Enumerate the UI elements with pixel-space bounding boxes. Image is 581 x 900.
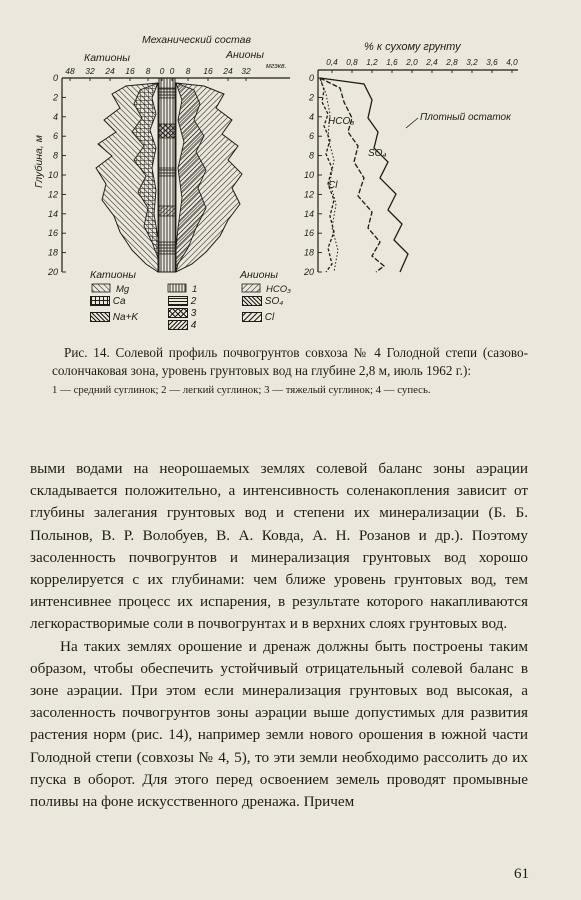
legend-label-hco3: HCO₃ — [266, 284, 291, 295]
left-depth-tick-label: 6 — [52, 131, 58, 142]
left-depth-ticks — [47, 73, 66, 277]
left-axis-tick-label: 16 — [125, 66, 135, 76]
left-axis-tick-label: 24 — [223, 66, 233, 76]
legend-swatch-hco3 — [242, 284, 260, 292]
legend-label-nak: Na+K — [112, 312, 139, 323]
label-residue-line: Плотный остаток — [420, 112, 511, 123]
legend-label-so4: SO₄ — [264, 296, 284, 307]
mechanical-layer — [159, 88, 175, 98]
left-depth-tick-label: 12 — [47, 189, 58, 200]
right-chart-title: % к сухому грунту — [364, 41, 461, 53]
mechanical-composition-title — [142, 34, 251, 46]
axis-unit-label: мгэкв. — [266, 63, 287, 70]
legend-swatch-soil-4 — [168, 320, 188, 330]
legend-row-soil-4 — [168, 320, 196, 331]
legend-row-cl — [242, 312, 274, 323]
right-depth-tick-label: 8 — [308, 150, 314, 161]
mechanical-layer — [159, 168, 175, 176]
left-depth-tick-label: 14 — [47, 208, 58, 219]
left-axis-tick-label: 8 — [145, 66, 151, 76]
curve-so4 — [320, 78, 387, 272]
left-depth-tick-label: 10 — [47, 170, 58, 180]
right-axis-tick-label: 3,6 — [486, 58, 498, 67]
left-axis-tick-label: 0 — [159, 66, 165, 76]
figure-caption — [52, 344, 528, 397]
caption-main: Рис. 14. Солевой профиль почвогрунтов совхоза № 4 Голодной степи (сазово-солончаковая зона, уровень грунтовых вод на глубине 2,8 м, июль 1962 г.): — [52, 345, 528, 378]
right-axis-tick-label: 2,8 — [446, 58, 458, 67]
body-text — [30, 458, 528, 813]
left-axis-tick-label: 8 — [185, 66, 191, 76]
right-depth-tick-label: 4 — [308, 111, 314, 122]
residue-pointer — [406, 118, 418, 128]
anions-title: Анионы — [226, 49, 264, 61]
mechanical-layer — [159, 242, 175, 254]
right-axis-tick-label: 0,8 — [346, 58, 358, 67]
left-axis-tick-label: 48 — [65, 66, 75, 76]
legend-label-soil-2: 2 — [190, 296, 197, 307]
right-axis-tick-label: 1,6 — [386, 58, 398, 67]
salt-profile-diagram — [28, 28, 528, 296]
right-axis-tick-label: 3,2 — [466, 58, 478, 67]
legend-anions-title: Анионы — [240, 269, 278, 281]
legend-label-soil-1: 1 — [192, 284, 198, 295]
right-axis-tick-label: 1,2 — [366, 58, 378, 67]
right-axis-tick-label: 0,4 — [326, 58, 338, 67]
mechanical-layer — [159, 124, 175, 138]
mechanical-title-text: Механический состав — [142, 34, 251, 46]
legend-row-so4 — [242, 296, 283, 307]
legend-swatch-ca — [90, 296, 110, 306]
legend-row-soil-2 — [168, 296, 196, 307]
label-residue — [420, 112, 512, 123]
legend-swatch-soil-3 — [168, 308, 188, 318]
legend-row-ca — [90, 296, 126, 307]
left-depth-tick-label: 16 — [47, 228, 58, 239]
right-depth-tick-label: 16 — [303, 228, 314, 239]
left-depth-tick-label: 2 — [52, 92, 58, 103]
left-depth-tick-label: 4 — [52, 111, 58, 122]
left-depth-tick-label: 8 — [52, 150, 58, 161]
depth-axis-label: Глубина, м — [33, 135, 45, 188]
mechanical-layer — [159, 206, 175, 216]
legend-cations-title: Катионы — [90, 269, 136, 281]
cations-title: Катионы — [84, 52, 130, 64]
curve-residue — [320, 78, 408, 272]
label-so4: SO₄ — [368, 148, 387, 159]
left-axis-tick-label: 32 — [241, 66, 251, 76]
legend-label-cl: Cl — [264, 312, 275, 323]
legend-label-mg: Mg — [116, 284, 130, 295]
right-axis-tick-label: 4,0 — [506, 58, 518, 67]
legend-soils — [168, 284, 197, 295]
left-axis-tick-label: 32 — [85, 66, 95, 76]
caption-note: 1 — средний суглинок; 2 — легкий суглинок; 3 — тяжелый суглинок; 4 — супесь. — [52, 384, 431, 396]
left-axis-tick-label: 0 — [169, 66, 175, 76]
right-axis-ticks — [326, 58, 518, 73]
right-depth-tick-label: 0 — [308, 73, 314, 83]
right-depth-tick-label: 2 — [308, 92, 314, 103]
label-cl: Cl — [328, 180, 338, 191]
right-depth-tick-label: 12 — [303, 189, 314, 200]
right-depth-tick-label: 10 — [303, 170, 314, 180]
legend-swatch-so4 — [242, 296, 262, 306]
right-depth-tick-label: 6 — [308, 131, 314, 142]
legend-swatch-mg — [92, 284, 110, 292]
left-axis-ticks — [65, 66, 251, 81]
legend-label-soil-3: 3 — [190, 308, 197, 319]
curve-hco3 — [320, 78, 334, 272]
right-depth-tick-label: 20 — [303, 267, 314, 277]
legend-anions — [242, 284, 291, 295]
left-axis-tick-label: 16 — [203, 66, 213, 76]
left-depth-tick-label: 18 — [47, 247, 58, 258]
legend-swatch-soil-2 — [168, 296, 188, 306]
label-hco3: HCO₃ — [328, 116, 355, 127]
right-depth-tick-label: 14 — [303, 208, 314, 219]
right-depth-tick-label: 18 — [303, 247, 314, 258]
figure-salt-profile — [28, 28, 528, 296]
curve-cl — [320, 78, 338, 272]
legend-swatch-soil-1 — [168, 284, 186, 292]
legend-row-soil-3 — [168, 308, 196, 319]
legend-swatch-cl — [242, 312, 262, 322]
legend-label-soil-4: 4 — [190, 320, 197, 331]
paragraph-2: На таких землях орошение и дренаж должны быть построены таким образом, чтобы обеспечить устойчивый отрицательный солевой баланс в зоне аэрации. При этом если минерализация грунтовых вод высокая, а засоленность почвогрунтов зоны аэрации выше допустимых для развития растения норм (рис. 14), например земли нового орошения в южной части Голодной степи (совхозы № 4, 5), то эти земли необходимо рассолить до их пуска в оборот. Для этого перед освоением земель проводят промывные поливы на фоне искусственного дренажа. Причем — [30, 637, 528, 811]
right-depth-ticks — [303, 73, 322, 277]
right-axis-tick-label: 2,0 — [406, 58, 418, 67]
right-axis-tick-label: 2,4 — [426, 58, 438, 67]
legend-swatch-nak — [90, 312, 110, 322]
legend-row-nak — [90, 312, 138, 323]
left-depth-tick-label: 20 — [47, 267, 58, 277]
paragraph-1: выми водами на неорошаемых землях солевой баланс зоны аэрации складывается положительно, а интенсивность соленакопления зависит от глубины залегания грунтовых вод и степени их минерализации (Б. Б. Полынов, В. Р. Волобуев, В. А. Ковда, А. Н. Розанов и др.). Поэтому засоленность почвогрунтов и минерализация грунтовых вод хорошо коррелируется с их глубинами: чем ближе уровень грунтовых вод, тем интенсивнее процесс их испарения, в результате которого накапливаются легкорастворимые соли в почвогрунтах и в верхних слоях грунтовых вод. — [30, 460, 528, 633]
page-number: 61 — [514, 866, 529, 882]
left-axis-tick-label: 24 — [105, 66, 115, 76]
legend-label-ca: Ca — [112, 296, 126, 307]
legend-cations — [92, 284, 130, 295]
left-depth-tick-label: 0 — [52, 73, 58, 83]
legend-extra — [90, 296, 350, 342]
